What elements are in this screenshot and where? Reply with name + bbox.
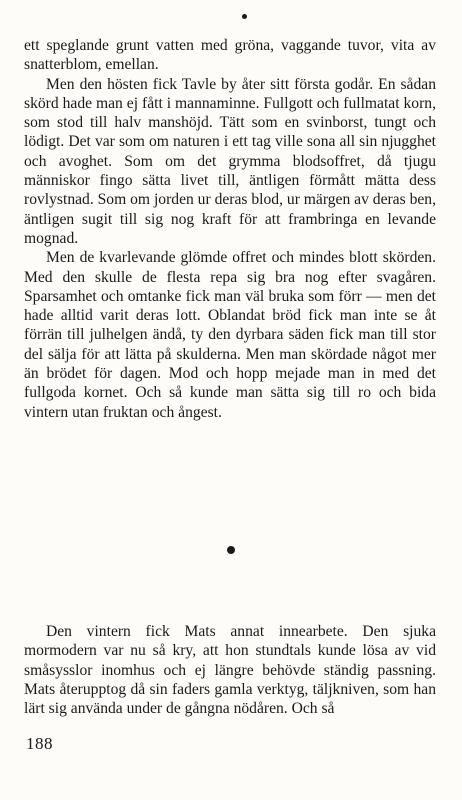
text-block-lower [24, 622, 436, 718]
page-number: 188 [26, 734, 53, 753]
paragraph-continuation: ett speglande grunt vatten med gröna, vaggande tuvor, vita av snatterblom, emellan. [24, 37, 436, 74]
paragraph-survivors: Men de kvarlevande glömde offret och mindes blott skörden. Med den skulle de flesta repa sig bra nog efter svagåren. Sparsamhet och omtanke fick man väl bruka som förr — men det hade alltid varit deras lott. Oblandat bröd fick man inte se åt förrän till julhelgen ändå, ty den dyrbara säden fick man till stor del sälja för att lätta på skulderna. Men man skördade något mer än brödet för dagen. Mod och hopp mejade man in med det fullgoda kornet. Och så kunde man sätta sig till ro och bida vintern utan fruktan och ångest. [24, 249, 436, 421]
paragraph-harvest: Men den hösten fick Tavle by åter sitt första godår. En sådan skörd hade man ej fått i mannaminne. Fullgott och fullmatat korn, som stod till halv manshöjd. Tätt som en svinborst, tungt och lödigt. Det var som om naturen i ett tag ville sona all sin njugghet och avoghet. Som om det grymma blodsoffret, då tjugu människor fingo sätta livet till, äntligen förmått mätta dess rovlystnad. Som om jorden ur deras blod, ur märgen av deras ben, äntligen sugit till sig nog kraft för att frambringa en levande mognad. [24, 75, 436, 247]
section-break-dot [227, 546, 235, 554]
top-dot-mark [242, 14, 247, 19]
text-block-upper [24, 36, 436, 422]
paragraph-winter: Den vintern fick Mats annat innearbete. Den sjuka mormodern var nu så kry, att hon stundtals kunde lösa av vid småsysslor inomhus och ej längre behövde ständig passning. Mats återupptog då sin faders gamla verktyg, täljkniven, som han lärt sig använda under de gångna nödåren. Och så [24, 623, 436, 718]
